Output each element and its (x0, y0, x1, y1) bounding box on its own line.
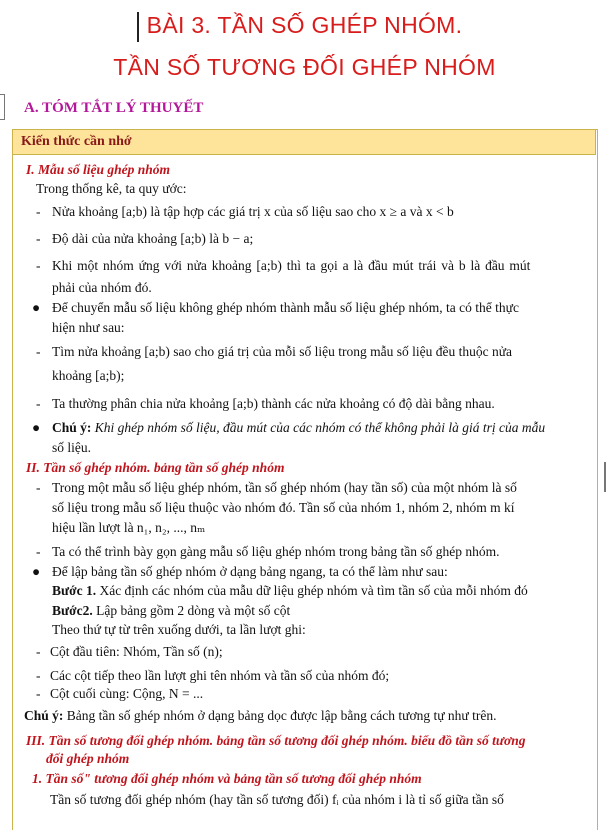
lesson-title-line2: TẦN SỐ TƯƠNG ĐỐI GHÉP NHÓM (113, 54, 496, 80)
text-line: Trong thống kê, ta quy ước: (36, 181, 187, 196)
text-line: Khi một nhóm ứng với nửa khoảng [a;b) thì ta gọi a là đầu mút trái và b là đầu mút (52, 258, 531, 273)
section-a-heading: A. TÓM TẮT LÝ THUYẾT (24, 100, 204, 116)
note-label: Chú ý: (52, 420, 92, 435)
step-text: Xác định các nhóm của mẫu dữ liệu ghép nhóm và tìm tần số của mỗi nhóm đó (99, 583, 528, 598)
knowledge-box-title: Kiến thức cần nhớ (21, 134, 132, 149)
heading-subsection-1: 1. Tần số" tương đối ghép nhóm và bảng tần số tương đối ghép nhóm (32, 771, 422, 786)
note-line (52, 420, 545, 436)
dash-bullet: - (36, 344, 41, 359)
text-line: khoảng [a;b); (52, 368, 125, 383)
text-line: Tần số tương đối ghép nhóm (hay tần số tương đối) fᵢ của nhóm i là tỉ số giữa tần số (50, 792, 504, 807)
step-label: Bước2. (52, 603, 93, 618)
step-label: Bước 1. (52, 583, 97, 598)
text-line: Ta thường phân chia nửa khoảng [a;b) thành các nửa khoảng có độ dài bằng nhau. (52, 396, 495, 411)
note-text: Khi ghép nhóm số liệu, đầu mút của các nhóm có thể không phải là giá trị của mẫu (94, 420, 546, 435)
note-line (24, 708, 496, 724)
dash-bullet: - (36, 204, 41, 219)
dot-bullet: ● (32, 300, 41, 315)
dot-bullet: ● (32, 420, 41, 435)
text-line: Để chuyển mẫu số liệu không ghép nhóm thành mẫu số liệu ghép nhóm, ta có thể thực (52, 300, 519, 315)
text-line: Độ dài của nửa khoảng [a;b) là b − a; (52, 231, 254, 246)
heading-section-2: II. Tần số ghép nhóm. bảng tần số ghép nhóm (26, 460, 285, 475)
note-text: Bảng tần số ghép nhóm ở dạng bảng dọc được lập bằng cách tương tự như trên. (66, 708, 497, 723)
page-edge-mark (604, 462, 606, 492)
text-line: phải của nhóm đó. (52, 280, 152, 295)
lesson-title-line1: BÀI 3. TẦN SỐ GHÉP NHÓM. (146, 12, 463, 38)
margin-marker (0, 94, 5, 120)
dot-bullet: ● (32, 564, 41, 579)
text-line: Nửa khoảng [a;b) là tập hợp các giá trị x của số liệu sao cho x ≥ a và x < b (52, 204, 454, 219)
dash-bullet: - (36, 668, 41, 683)
dash-bullet: - (36, 644, 41, 659)
text-line: hiệu lần lượt là n₁, n₂, ..., nₘ (52, 520, 206, 535)
dash-bullet: - (36, 686, 41, 701)
knowledge-box-header (12, 129, 596, 155)
text-line: Trong một mẫu số liệu ghép nhóm, tần số ghép nhóm (hay tần số) của một nhóm là số (52, 480, 517, 495)
heading-section-3-cont: đối ghép nhóm (46, 751, 130, 766)
text-line: Để lập bảng tần số ghép nhóm ở dạng bảng ngang, ta có thể làm như sau: (52, 564, 448, 579)
dash-bullet: - (36, 544, 41, 559)
note-label: Chú ý: (24, 708, 64, 723)
dash-bullet: - (36, 258, 41, 273)
text-line: Tìm nửa khoảng [a;b) sao cho giá trị của mỗi số liệu trong mẫu số liệu đều thuộc nửa (52, 344, 513, 359)
text-cursor (137, 12, 139, 42)
text-line: số liệu trong mẫu số liệu thuộc vào nhóm đó. Tần số của nhóm 1, nhóm 2, nhóm m kí (52, 500, 515, 515)
dash-bullet: - (36, 231, 41, 246)
text-line: số liệu. (52, 440, 91, 455)
step-line (52, 603, 290, 619)
step-line (52, 583, 528, 599)
dash-bullet: - (36, 396, 41, 411)
text-line: Cột cuối cùng: Cộng, N = ... (50, 686, 204, 701)
text-line: Ta có thể trình bày gọn gàng mẫu số liệu ghép nhóm trong bảng tần số ghép nhóm. (52, 544, 500, 559)
heading-section-3: III. Tần số tương đối ghép nhóm. bảng tần số tương đối ghép nhóm. biểu đồ tần số tương (26, 733, 526, 748)
text-line: hiện như sau: (52, 320, 125, 335)
heading-section-1: I. Mẫu số liệu ghép nhóm (26, 162, 171, 177)
text-line: Theo thứ tự từ trên xuống dưới, ta lần lượt ghi: (52, 622, 306, 637)
text-line: Các cột tiếp theo lần lượt ghi tên nhóm và tần số của nhóm đó; (50, 668, 390, 683)
step-text: Lập bảng gồm 2 dòng và một số cột (96, 603, 291, 618)
text-line: Cột đầu tiên: Nhóm, Tần số (n); (50, 644, 223, 659)
dash-bullet: - (36, 480, 41, 495)
